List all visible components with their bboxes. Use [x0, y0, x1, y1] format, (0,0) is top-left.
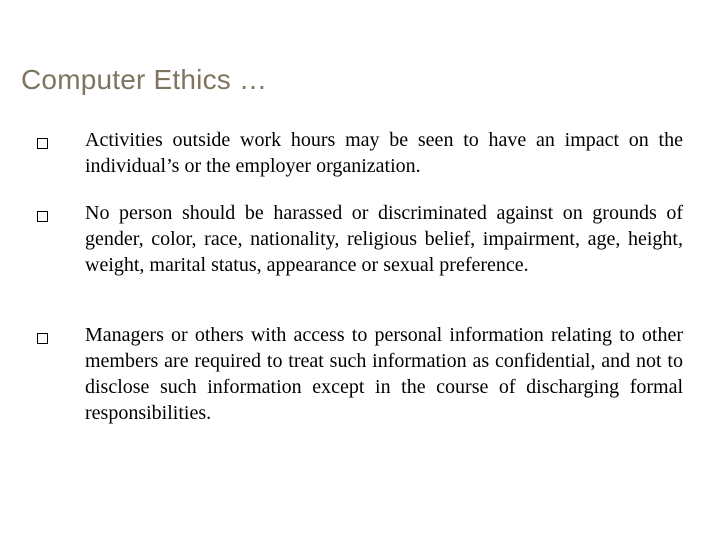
hollow-square-bullet-icon	[37, 211, 48, 222]
hollow-square-bullet-icon	[37, 138, 48, 149]
slide-title: Computer Ethics …	[21, 64, 268, 95]
hollow-square-bullet-icon	[37, 333, 48, 344]
bullet-text: No person should be harassed or discriminated against on grounds of gender, color, race, nationality, religious belief, impairment, age, height, weight, marital status, appearance or sexual preference.	[85, 202, 683, 276]
bullet-text: Managers or others with access to personal information relating to other members are required to treat such information as confidential, and not to disclose such information except in the course of discharging formal responsibilities.	[85, 324, 683, 424]
bullet-text: Activities outside work hours may be seen to have an impact on the individual’s or the employer organization.	[85, 129, 683, 177]
